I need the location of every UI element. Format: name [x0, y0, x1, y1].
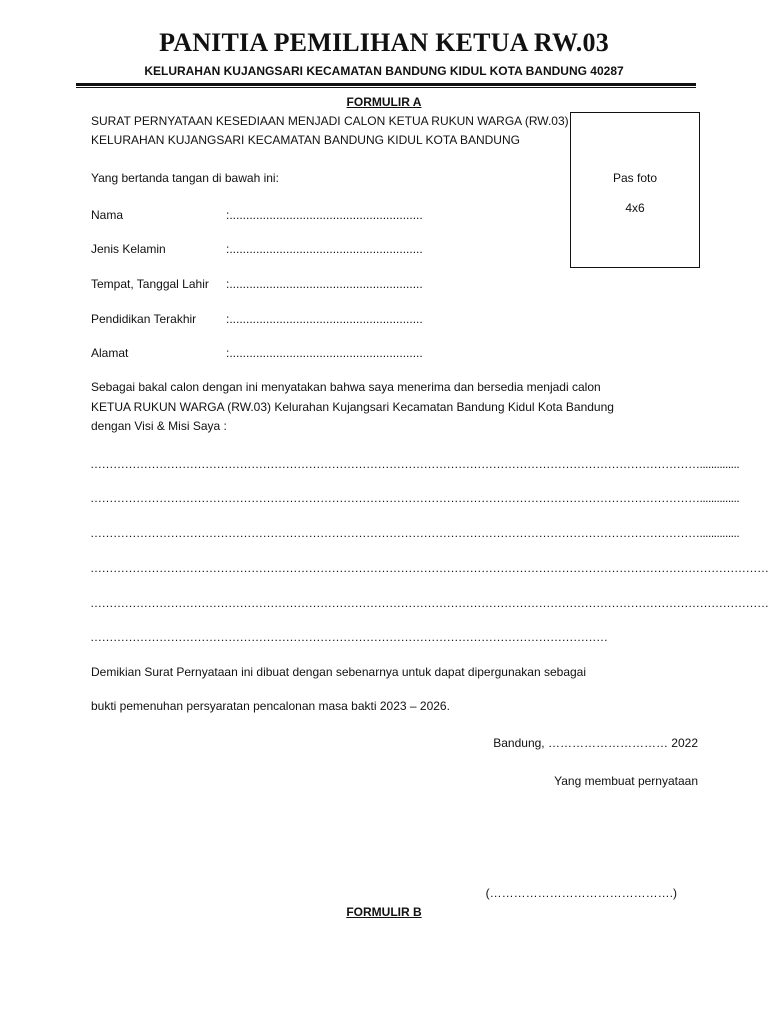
- closing-line-2: bukti pemenuhan persyaratan pencalonan masa bakti 2023 – 2026.: [91, 699, 450, 713]
- field-value-tempat-tanggal-lahir: :..........................................................: [226, 277, 423, 291]
- signer-label: Yang membuat pernyataan: [554, 774, 698, 788]
- vision-line: ……………………………………………………………………………………………………………………………………………………………: [90, 596, 768, 610]
- photo-label: Pas foto: [612, 171, 658, 185]
- vision-line: ……………………………………………………………………………………………………………………………………………………………: [90, 561, 768, 575]
- field-label-alamat: Alamat: [91, 346, 129, 360]
- declaration-line-1: Sebagai bakal calon dengan ini menyatakan bahwa saya menerima dan bersedia menjadi calon: [91, 380, 601, 394]
- field-value-alamat: :..........................................................: [226, 346, 423, 360]
- signature-line: (……………………………………….): [485, 886, 677, 900]
- statement-title-line-1: SURAT PERNYATAAN KESEDIAAN MENJADI CALON KETUA RUKUN WARGA (RW.03): [91, 114, 569, 128]
- intro-text: Yang bertanda tangan di bawah ini:: [91, 171, 279, 185]
- page-title: PANITIA PEMILIHAN KETUA RW.03: [159, 28, 609, 57]
- field-label-nama: Nama: [91, 208, 124, 222]
- vision-line: ……………………………………………………………………………………………………………………………………………..............: [90, 526, 740, 540]
- declaration-line-3: dengan Visi & Misi Saya :: [91, 419, 227, 433]
- field-value-pendidikan-terakhir: :..........................................................: [226, 312, 423, 326]
- field-label-jenis-kelamin: Jenis Kelamin: [91, 242, 166, 256]
- closing-line-1: Demikian Surat Pernyataan ini dibuat dengan sebenarnya untuk dapat dipergunakan sebagai: [91, 665, 587, 679]
- form-b-heading: FORMULIR B: [346, 905, 422, 919]
- header-rule-thick: [76, 83, 696, 86]
- photo-size-label: 4x6: [625, 201, 645, 215]
- vision-line: ……………………………………………………………………………………………………………………………………………..............: [90, 491, 740, 505]
- photo-box: [570, 112, 700, 268]
- place-date: Bandung, ………………………… 2022: [493, 736, 698, 750]
- field-label-pendidikan-terakhir: Pendidikan Terakhir: [91, 312, 197, 326]
- declaration-line-2: KETUA RUKUN WARGA (RW.03) Kelurahan Kujangsari Kecamatan Bandung Kidul Kota Bandung: [91, 400, 614, 414]
- field-label-tempat-tanggal-lahir: Tempat, Tanggal Lahir: [91, 277, 209, 291]
- field-value-jenis-kelamin: :..........................................................: [226, 242, 423, 256]
- vision-line: ………………………………………………………………………………………………………………………: [90, 630, 608, 644]
- field-value-nama: :..........................................................: [226, 208, 423, 222]
- form-a-heading: FORMULIR A: [346, 95, 422, 109]
- vision-line: ……………………………………………………………………………………………………………………………………………..............: [90, 457, 740, 471]
- statement-title-line-2: KELURAHAN KUJANGSARI KECAMATAN BANDUNG KIDUL KOTA BANDUNG: [91, 133, 520, 147]
- page-subtitle: KELURAHAN KUJANGSARI KECAMATAN BANDUNG KIDUL KOTA BANDUNG 40287: [144, 64, 624, 78]
- header-rule-thin: [76, 87, 696, 88]
